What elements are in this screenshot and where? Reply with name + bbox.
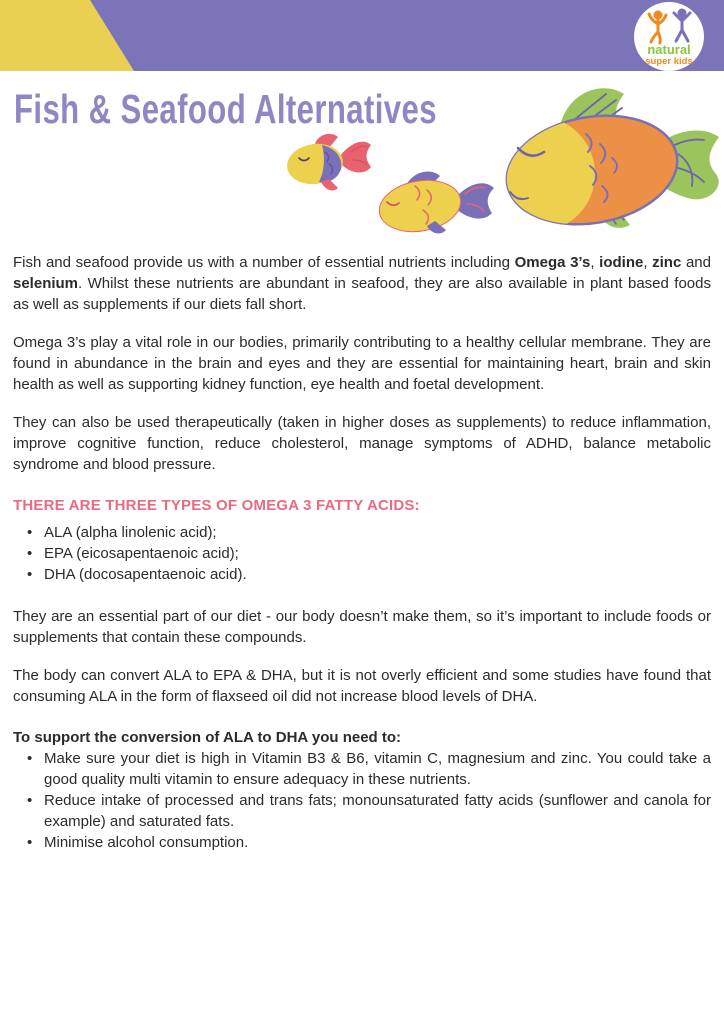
paragraph-nutrients: Fish and seafood provide us with a number of essential nutrients including Omega 3’s, iodine, zinc and selenium. Whilst these nutrients are abundant in seafood, they are also available in plant based foods as well as supplements if our diets fall short. [13,254,711,313]
list-item: • Make sure your diet is high in Vitamin B3 & B6, vitamin C, magnesium and zinc. You could take a good quality multi vitamin to ensure adequacy in these nutrients. [27,748,711,790]
purple-kid-icon [674,9,690,42]
small-fish-icon [284,134,371,191]
omega-types-heading: THERE ARE THREE TYPES OF OMEGA 3 FATTY ACIDS: [13,497,420,514]
paragraph-therapeutic: They can also be used therapeutically (taken in higher doses as supplements) to reduce inflammation, improve cognitive function, reduce cholesterol, manage symptoms of ADHD, balance metabolic syndrome and blood pressure. [13,414,711,473]
header-band [0,0,724,71]
support-list [27,748,711,853]
yellow-corner-accent [0,0,140,71]
list-item: • Reduce intake of processed and trans fats; monounsaturated fatty acids (sunflower and canola for example) and saturated fats. [27,790,711,832]
page-title: Fish & Seafood Alternatives [14,86,437,132]
list-item: • EPA (eicosapentaenoic acid); [27,543,711,564]
logo-text-natural: natural [647,42,691,57]
logo-text-super-kids: super kids [645,56,693,67]
omega-types-list [27,522,711,585]
orange-kid-icon [649,11,666,44]
natural-super-kids-logo [634,2,704,71]
list-item: • DHA (docosapentaenoic acid). [27,564,711,585]
body-content [13,252,711,853]
logo-graphic [636,4,702,69]
paragraph-conversion: The body can convert ALA to EPA & DHA, but it is not overly efficient and some studies have found that consuming ALA in the form of flaxseed oil did not increase blood levels of DHA. [13,667,711,705]
large-fish-icon [479,88,719,237]
list-item: • Minimise alcohol consumption. [27,832,711,853]
paragraph-omega-role: Omega 3’s play a vital role in our bodies, primarily contributing to a healthy cellular membrane. They are found in abundance in the brain and eyes and they are essential for maintaining heart, brain and skin health as well as supporting kidney function, eye health and foetal development. [13,334,711,393]
fish-illustration [278,80,724,238]
list-item: • ALA (alpha linolenic acid); [27,522,711,543]
medium-fish-icon [375,172,494,238]
paragraph-essential: They are an essential part of our diet - our body doesn’t make them, so it’s important to include foods or supplements that contain these compounds. [13,608,711,646]
support-heading: To support the conversion of ALA to DHA you need to: [13,729,402,746]
